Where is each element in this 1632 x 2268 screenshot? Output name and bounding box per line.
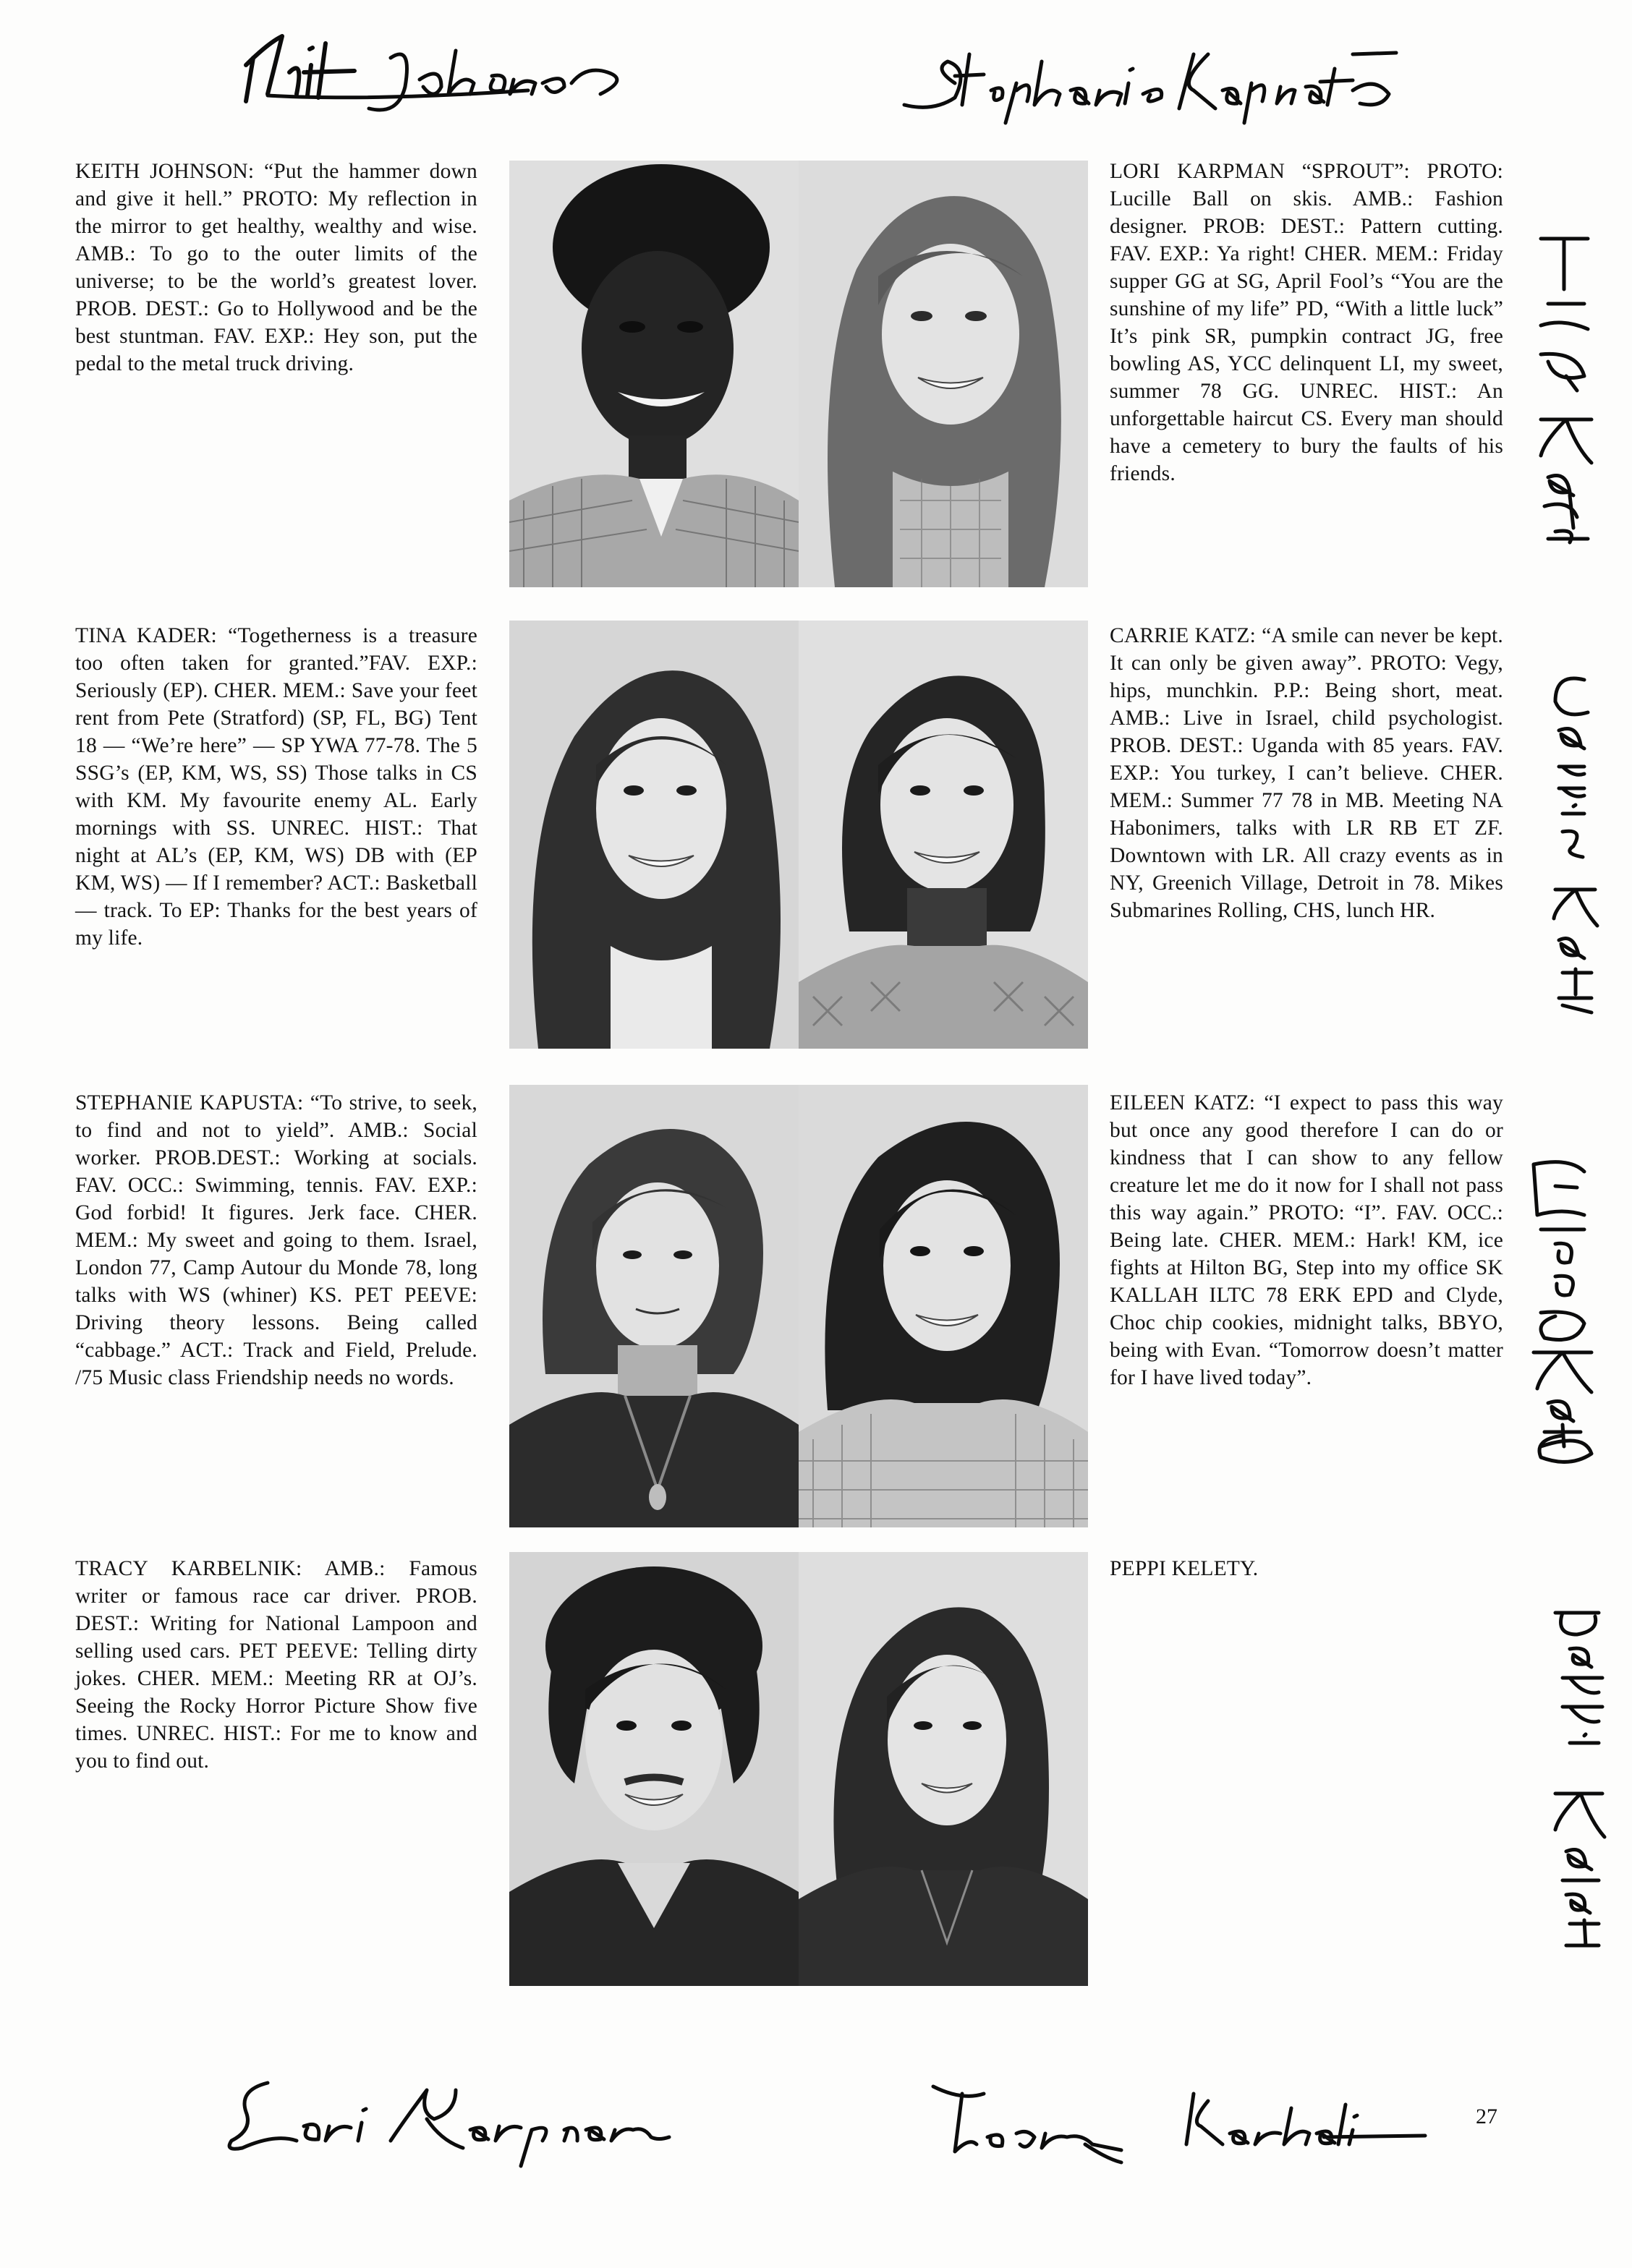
signature-tina-kader <box>1526 210 1606 550</box>
signature-lori-karpman <box>210 2061 673 2170</box>
signature-carrie-katz <box>1534 651 1606 1020</box>
signature-peppi-kelety <box>1541 1591 1613 1953</box>
photo-peppi-kelety <box>799 1552 1088 1986</box>
photo-lori-karpman <box>799 161 1088 587</box>
photo-stephanie-kapusta <box>509 1085 799 1527</box>
photo-keith-johnson <box>509 161 799 587</box>
photo-eileen-katz <box>799 1085 1088 1527</box>
photo-carrie-katz <box>799 621 1088 1049</box>
bio-eileen-katz: EILEEN KATZ: “I expect to pass this way but once any good therefore I can do or kindness that I can show to any fellow creature let me do it now for I shall not pass this way again.” PROTO: “I”. FAV. OCC.: Being late. CHER. MEM.: Hark! KM, ice fights at Hilton BG, Step into my office SK KALLAH ILTC 78 ERK EPD and Clyde, Choc chip cookies, midnight talks, BBYO, being with Evan. “Tomorrow doesn’t matter for I have lived today”. <box>1110 1091 1503 1389</box>
signature-keith-johnson <box>224 14 644 123</box>
bio-lori-karpman: LORI KARPMAN “SPROUT”: PROTO: Lucille Ball on skis. AMB.: Fashion designer. PROB: DEST.: Pattern cutting. FAV. EXP.: Ya right! CHER. MEM.: Friday supper GG at SG, April Fool’s “You are the sunshine of my life” PD, “With a little luck” It’s pink SR, pumpkin contract JG, free bowling AS, YCC delinquent LI, my sweet, summer 78 GG. UNREC. HIST.: An unforgettable haircut CS. Every man should have a cemetery to bury the faults of his friends. <box>1110 160 1503 485</box>
bio-tina-kader: TINA KADER: “Togetherness is a treasure too often taken for granted.”FAV. EXP.: Seriously (EP). CHER. MEM.: Save your feet rent from Pete (Stratford) (SP, FL, BG) Tent 18 — “We’re here” — SP YWA 77-78. The 5 SSG’s (EP, KM, WS, SS) Those talks in CS with KM. My favourite enemy AL. Early mornings with SS. UNREC. HIST.: That night at AL’s (EP, KM, WS) DB with (EP KM, WS) — If I remember? ACT.: Basketball — track. To EP: Thanks for the best years of my life. <box>75 624 477 950</box>
bio-tracy-karbelnik: TRACY KARBELNIK: AMB.: Famous writer or famous race car driver. PROB. DEST.: Writing for National Lampoon and selling used cars. PET PEEVE: Telling dirty jokes. CHER. MEM.: Meeting RR at OJ’s. Seeing the Rocky Horror Picture Show five times. UNREC. HIST.: For me to know and you to find out. <box>75 1557 477 1773</box>
signature-tracy-karbelnik <box>919 2065 1440 2166</box>
bio-carrie-katz: CARRIE KATZ: “A smile can never be kept. It can only be given away”. PROTO: Vegy, hips, munchkin. P.P.: Being short, meat. AMB.: Live in Israel, child psychologist. PROB. DEST.: Uganda with 85 years. FAV. EXP.: You turkey, I can’t believe. CHER. MEM.: Summer 77 78 in MB. Meeting NA Habonimers, talks with LR RB ET ZF. Downtown with LR. All crazy events as in NY, Greenich Village, Detroit in 78. Mikes Submarines Rolling, CHS, lunch HR. <box>1110 624 1503 922</box>
photo-tina-kader <box>509 621 799 1049</box>
signature-stephanie-kapusta <box>890 25 1411 127</box>
photo-tracy-karbelnik <box>509 1552 799 1986</box>
bio-stephanie-kapusta: STEPHANIE KAPUSTA: “To strive, to seek, to find and not to yield”. AMB.: Social worker. PROB.DEST.: Working at socials. FAV. OCC.: Swimming, tennis. FAV. EXP.: God forbid! It figures. Jerk face. CHER. MEM.: My sweet and going to them. Israel, London 77, Camp Autour du Monde 78, long talks with WS (whiner) KS. PET PEEVE: Driving theory lessons. Being called “cabbage.” ACT.: Track and Field, Prelude. /75 Music class Friendship needs no words. <box>75 1091 477 1389</box>
signature-eileen-katz <box>1512 1135 1613 1468</box>
page-number: 27 <box>1476 2105 1497 2128</box>
bio-peppi-kelety: PEPPI KELETY. <box>1110 1557 1259 1580</box>
bio-keith-johnson: KEITH JOHNSON: “Put the hammer down and give it hell.” PROTO: My reflection in the mirror to get healthy, wealthy and wise. AMB.: To go to the outer limits of the universe; to be the world’s greatest lover. PROB. DEST.: Go to Hollywood and be the best stuntman. FAV. EXP.: Hey son, put the pedal to the metal truck driving. <box>75 160 477 375</box>
